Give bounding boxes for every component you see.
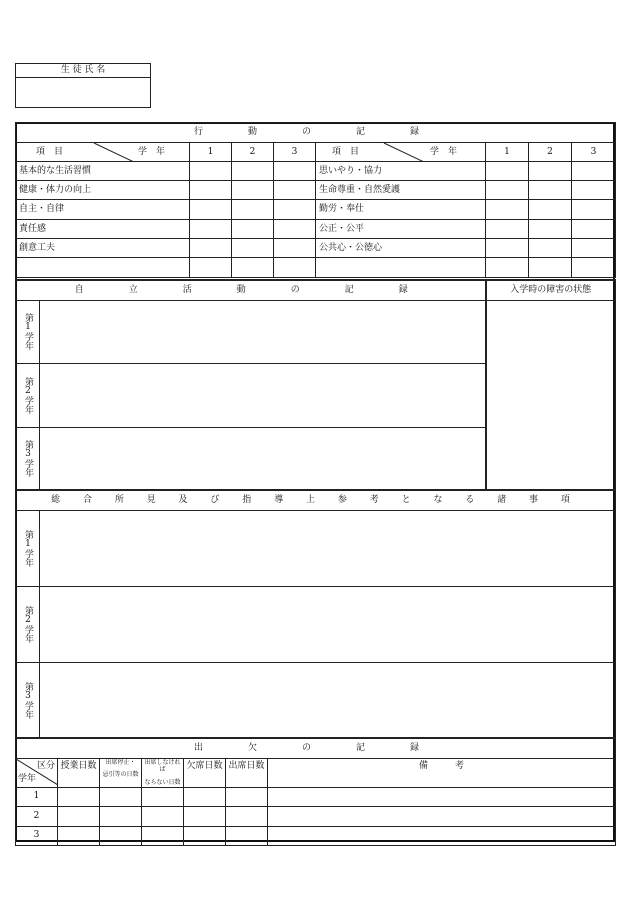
cell[interactable] bbox=[274, 162, 316, 181]
row-year: 3 bbox=[16, 826, 58, 845]
grade-label: 学 年 bbox=[138, 147, 166, 157]
corner-bottom-label: 学年 bbox=[18, 773, 37, 784]
behavior-row bbox=[16, 181, 616, 200]
grade-col-1: 1 bbox=[486, 143, 529, 162]
cell[interactable] bbox=[190, 181, 232, 200]
cell[interactable] bbox=[268, 826, 616, 845]
cell[interactable] bbox=[274, 220, 316, 239]
attendance-row bbox=[16, 787, 616, 806]
year-label: 第2学年 bbox=[23, 376, 33, 414]
cell[interactable] bbox=[529, 220, 572, 239]
col-remarks: 備 考 bbox=[268, 758, 616, 787]
behavior-row bbox=[16, 200, 616, 220]
behavior-item[interactable] bbox=[16, 258, 190, 278]
row-year: 2 bbox=[16, 806, 58, 826]
cell[interactable] bbox=[274, 181, 316, 200]
behavior-row bbox=[16, 239, 616, 258]
student-name-label: 生 徒 氏 名 bbox=[16, 64, 151, 78]
cell[interactable] bbox=[232, 200, 274, 220]
overall-table bbox=[15, 489, 616, 739]
behavior-item[interactable] bbox=[316, 258, 486, 278]
cell[interactable] bbox=[572, 200, 616, 220]
cell[interactable] bbox=[529, 181, 572, 200]
behavior-item: 公共心・公徳心 bbox=[316, 239, 486, 258]
cell[interactable] bbox=[572, 220, 616, 239]
overall-year-3-field[interactable] bbox=[40, 662, 616, 738]
cell[interactable] bbox=[190, 220, 232, 239]
corner-top-label: 区分 bbox=[36, 760, 55, 771]
grade-col-1: 1 bbox=[190, 143, 232, 162]
cell[interactable] bbox=[232, 220, 274, 239]
cell[interactable] bbox=[58, 806, 100, 826]
cell[interactable] bbox=[226, 787, 268, 806]
cell[interactable] bbox=[486, 181, 529, 200]
behavior-item: 公正・公平 bbox=[316, 220, 486, 239]
grade-col-3: 3 bbox=[274, 143, 316, 162]
cell[interactable] bbox=[274, 200, 316, 220]
year-label: 第3学年 bbox=[23, 440, 33, 477]
attendance-row bbox=[16, 826, 616, 845]
behavior-right-header bbox=[316, 143, 486, 162]
col-line: ならない日数 bbox=[144, 779, 181, 787]
cell[interactable] bbox=[190, 200, 232, 220]
cell[interactable] bbox=[232, 181, 274, 200]
behavior-item: 責任感 bbox=[16, 220, 190, 239]
item-label: 項 目 bbox=[332, 147, 360, 157]
overall-title: 総 合 所 見 及 び 指 導 上 参 考 と な る 諸 事 項 bbox=[16, 490, 616, 510]
cell[interactable] bbox=[572, 258, 616, 278]
cell[interactable] bbox=[572, 239, 616, 258]
cell[interactable] bbox=[486, 258, 529, 278]
student-name-box bbox=[15, 63, 151, 108]
behavior-row bbox=[16, 258, 616, 278]
cell[interactable] bbox=[232, 258, 274, 278]
year-label: 第1学年 bbox=[23, 313, 33, 350]
cell[interactable] bbox=[529, 239, 572, 258]
cell[interactable] bbox=[58, 787, 100, 806]
independence-year-1-field[interactable] bbox=[40, 300, 486, 363]
col-class-days: 授業日数 bbox=[58, 758, 100, 787]
grade-label: 学 年 bbox=[430, 147, 458, 157]
cell[interactable] bbox=[486, 162, 529, 181]
behavior-row bbox=[16, 162, 616, 181]
cell[interactable] bbox=[184, 806, 226, 826]
cell[interactable] bbox=[486, 239, 529, 258]
behavior-table bbox=[15, 122, 616, 278]
cell[interactable] bbox=[142, 826, 184, 845]
cell[interactable] bbox=[274, 258, 316, 278]
cell[interactable] bbox=[184, 787, 226, 806]
cell[interactable] bbox=[572, 162, 616, 181]
cell[interactable] bbox=[529, 200, 572, 220]
cell[interactable] bbox=[486, 200, 529, 220]
cell[interactable] bbox=[100, 806, 142, 826]
cell[interactable] bbox=[529, 258, 572, 278]
independence-title: 自 立 活 動 の 記 録 bbox=[16, 280, 486, 300]
grade-col-3: 3 bbox=[572, 143, 616, 162]
cell[interactable] bbox=[268, 806, 616, 826]
col-suspension-days bbox=[100, 758, 142, 787]
behavior-item: 基本的な生活習慣 bbox=[16, 162, 190, 181]
grade-col-2: 2 bbox=[529, 143, 572, 162]
item-label: 項 目 bbox=[36, 147, 64, 157]
cell[interactable] bbox=[100, 787, 142, 806]
behavior-item: 健康・体力の向上 bbox=[16, 181, 190, 200]
cell[interactable] bbox=[486, 220, 529, 239]
col-line: 出席しなければ bbox=[144, 758, 181, 774]
cell[interactable] bbox=[572, 181, 616, 200]
disability-state-field[interactable] bbox=[486, 300, 616, 490]
behavior-title: 行 動 の 記 録 bbox=[16, 123, 616, 143]
cell[interactable] bbox=[142, 806, 184, 826]
attendance-row bbox=[16, 806, 616, 826]
overall-year-1-field[interactable] bbox=[40, 510, 616, 586]
cell[interactable] bbox=[232, 162, 274, 181]
year-label: 第3学年 bbox=[23, 681, 33, 719]
cell[interactable] bbox=[142, 787, 184, 806]
student-name-field[interactable] bbox=[16, 78, 151, 108]
col-line: 忌引等の日数 bbox=[102, 771, 139, 779]
year-label: 第1学年 bbox=[23, 529, 33, 567]
behavior-item: 創意工夫 bbox=[16, 239, 190, 258]
grade-col-2: 2 bbox=[232, 143, 274, 162]
col-present-days: 出席日数 bbox=[226, 758, 268, 787]
independence-year-3-field[interactable] bbox=[40, 427, 486, 490]
behavior-row bbox=[16, 220, 616, 239]
attendance-table bbox=[15, 737, 616, 846]
behavior-item: 生命尊重・自然愛護 bbox=[316, 181, 486, 200]
overall-year-2-field[interactable] bbox=[40, 586, 616, 662]
behavior-item: 自主・自律 bbox=[16, 200, 190, 220]
row-year: 1 bbox=[16, 787, 58, 806]
col-absent-days: 欠席日数 bbox=[184, 758, 226, 787]
cell[interactable] bbox=[100, 826, 142, 845]
behavior-item: 思いやり・協力 bbox=[316, 162, 486, 181]
behavior-item: 勤労・奉仕 bbox=[316, 200, 486, 220]
col-line: 出席停止・ bbox=[105, 758, 136, 766]
cell[interactable] bbox=[268, 787, 616, 806]
cell[interactable] bbox=[58, 826, 100, 845]
attendance-corner bbox=[16, 758, 58, 787]
independence-year-2-field[interactable] bbox=[40, 363, 486, 427]
cell[interactable] bbox=[274, 239, 316, 258]
cell[interactable] bbox=[190, 258, 232, 278]
attendance-title: 出 欠 の 記 録 bbox=[16, 738, 616, 758]
independence-table bbox=[15, 279, 616, 491]
year-label: 第2学年 bbox=[23, 605, 33, 643]
col-required-days bbox=[142, 758, 184, 787]
cell[interactable] bbox=[190, 162, 232, 181]
cell[interactable] bbox=[184, 826, 226, 845]
cell[interactable] bbox=[190, 239, 232, 258]
disability-state-title: 入学時の障害の状態 bbox=[486, 280, 616, 300]
cell[interactable] bbox=[226, 806, 268, 826]
cell[interactable] bbox=[226, 826, 268, 845]
cell[interactable] bbox=[529, 162, 572, 181]
cell[interactable] bbox=[232, 239, 274, 258]
behavior-left-header bbox=[16, 143, 190, 162]
